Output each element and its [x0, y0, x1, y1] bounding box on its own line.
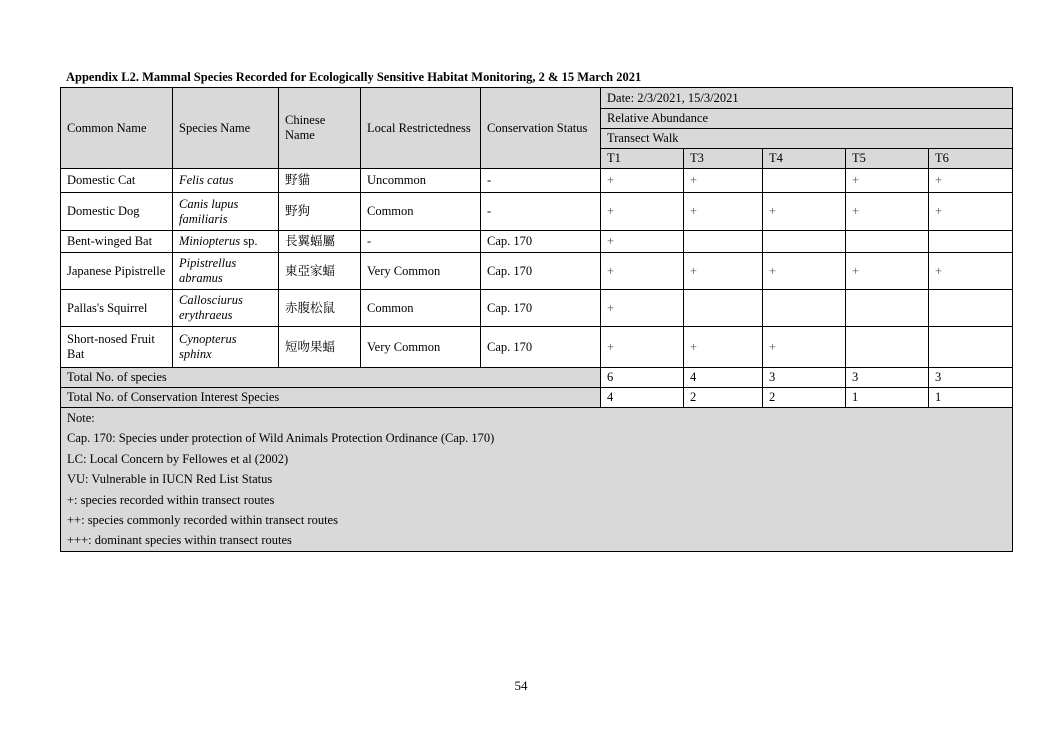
abundance-cell: + — [929, 169, 1013, 193]
abundance-cell — [846, 327, 929, 368]
notes-row — [61, 408, 1013, 552]
total-cell: 4 — [684, 368, 763, 388]
header-conservation-status: Conservation Status — [481, 88, 601, 169]
chinese-name-cell: 野貓 — [279, 169, 361, 193]
note-line: +: species recorded within transect routes — [67, 492, 275, 507]
header-transect: T5 — [846, 149, 929, 169]
total-cell: 3 — [846, 368, 929, 388]
conservation-status-cell: Cap. 170 — [481, 327, 601, 368]
total-conservation-label: Total No. of Conservation Interest Species — [61, 388, 601, 408]
table-caption: Appendix L2. Mammal Species Recorded for Ecologically Sensitive Habitat Monitoring, 2 & 15 March 2021 — [66, 70, 642, 84]
note-line: LC: Local Concern by Fellowes et al (2002) — [67, 451, 289, 466]
abundance-cell: + — [929, 253, 1013, 290]
conservation-status-cell: Cap. 170 — [481, 253, 601, 290]
table-row — [61, 290, 1013, 327]
abundance-cell: + — [601, 193, 684, 231]
abundance-cell: + — [846, 193, 929, 231]
abundance-cell — [929, 231, 1013, 253]
abundance-cell: + — [684, 193, 763, 231]
header-common-name: Common Name — [61, 88, 173, 169]
abundance-cell: + — [684, 169, 763, 193]
abundance-cell — [846, 231, 929, 253]
abundance-cell: + — [846, 253, 929, 290]
conservation-status-cell: Cap. 170 — [481, 231, 601, 253]
note-line: Cap. 170: Species under protection of Wild Animals Protection Ordinance (Cap. 170) — [67, 431, 495, 446]
restrictedness-cell: - — [361, 231, 481, 253]
note-line: ++: species commonly recorded within transect routes — [67, 512, 338, 527]
abundance-cell — [929, 290, 1013, 327]
chinese-name-cell: 赤腹松鼠 — [279, 290, 361, 327]
species-name-cell: Cynopterus sphinx — [173, 327, 279, 368]
abundance-cell: + — [684, 253, 763, 290]
common-name-cell: Bent-winged Bat — [61, 231, 173, 253]
restrictedness-cell: Very Common — [361, 327, 481, 368]
abundance-cell — [763, 231, 846, 253]
total-cell: 2 — [684, 388, 763, 408]
abundance-cell — [929, 327, 1013, 368]
abundance-cell: + — [763, 193, 846, 231]
abundance-cell — [763, 290, 846, 327]
chinese-name-cell: 東亞家蝠 — [279, 253, 361, 290]
header-transect: T1 — [601, 149, 684, 169]
abundance-cell — [684, 231, 763, 253]
total-species-label: Total No. of species — [61, 368, 601, 388]
restrictedness-cell: Uncommon — [361, 169, 481, 193]
species-name-cell: Miniopterus sp. — [173, 231, 279, 253]
mammal-species-table — [60, 87, 1013, 552]
note-line: VU: Vulnerable in IUCN Red List Status — [67, 472, 273, 487]
header-relative-abundance: Relative Abundance — [601, 109, 1013, 129]
page-number: 54 — [514, 678, 528, 693]
restrictedness-cell: Common — [361, 193, 481, 231]
abundance-cell — [846, 290, 929, 327]
abundance-cell: + — [763, 253, 846, 290]
common-name-cell: Domestic Cat — [61, 169, 173, 193]
header-transect: T4 — [763, 149, 846, 169]
table-row — [61, 253, 1013, 290]
abundance-cell: + — [601, 169, 684, 193]
abundance-cell: + — [763, 327, 846, 368]
conservation-status-cell: - — [481, 193, 601, 231]
species-name-cell: Pipistrellus abramus — [173, 253, 279, 290]
species-name-cell: Callosciurus erythraeus — [173, 290, 279, 327]
header-chinese-name: Chinese Name — [279, 88, 361, 169]
total-cell: 1 — [846, 388, 929, 408]
total-cell: 3 — [929, 368, 1013, 388]
table-row — [61, 169, 1013, 193]
note-line: +++: dominant species within transect routes — [67, 533, 292, 548]
header-species-name: Species Name — [173, 88, 279, 169]
abundance-cell: + — [929, 193, 1013, 231]
table-row — [61, 231, 1013, 253]
common-name-cell: Japanese Pipistrelle — [61, 253, 173, 290]
notes-cell — [61, 408, 1013, 552]
abundance-cell: + — [684, 327, 763, 368]
total-cell: 3 — [763, 368, 846, 388]
common-name-cell: Short-nosed Fruit Bat — [61, 327, 173, 368]
header-transect-walk: Transect Walk — [601, 129, 1013, 149]
conservation-status-cell: Cap. 170 — [481, 290, 601, 327]
abundance-cell — [763, 169, 846, 193]
species-name-cell: Felis catus — [173, 169, 279, 193]
total-cell: 2 — [763, 388, 846, 408]
common-name-cell: Pallas's Squirrel — [61, 290, 173, 327]
total-conservation-row — [61, 388, 1013, 408]
abundance-cell — [684, 290, 763, 327]
table-row — [61, 327, 1013, 368]
total-cell: 1 — [929, 388, 1013, 408]
total-cell: 4 — [601, 388, 684, 408]
species-name-cell: Canis lupus familiaris — [173, 193, 279, 231]
header-transect: T6 — [929, 149, 1013, 169]
abundance-cell: + — [601, 231, 684, 253]
header-local-restrictedness: Local Restrictedness — [361, 88, 481, 169]
chinese-name-cell: 野狗 — [279, 193, 361, 231]
common-name-cell: Domestic Dog — [61, 193, 173, 231]
header-transect: T3 — [684, 149, 763, 169]
note-line: Note: — [67, 411, 95, 425]
header-date: Date: 2/3/2021, 15/3/2021 — [601, 88, 1013, 109]
chinese-name-cell: 短吻果蝠 — [279, 327, 361, 368]
conservation-status-cell: - — [481, 169, 601, 193]
abundance-cell: + — [601, 253, 684, 290]
abundance-cell: + — [601, 290, 684, 327]
total-cell: 6 — [601, 368, 684, 388]
abundance-cell: + — [601, 327, 684, 368]
restrictedness-cell: Very Common — [361, 253, 481, 290]
abundance-cell: + — [846, 169, 929, 193]
table-row — [61, 193, 1013, 231]
chinese-name-cell: 長翼蝠屬 — [279, 231, 361, 253]
restrictedness-cell: Common — [361, 290, 481, 327]
total-species-row — [61, 368, 1013, 388]
